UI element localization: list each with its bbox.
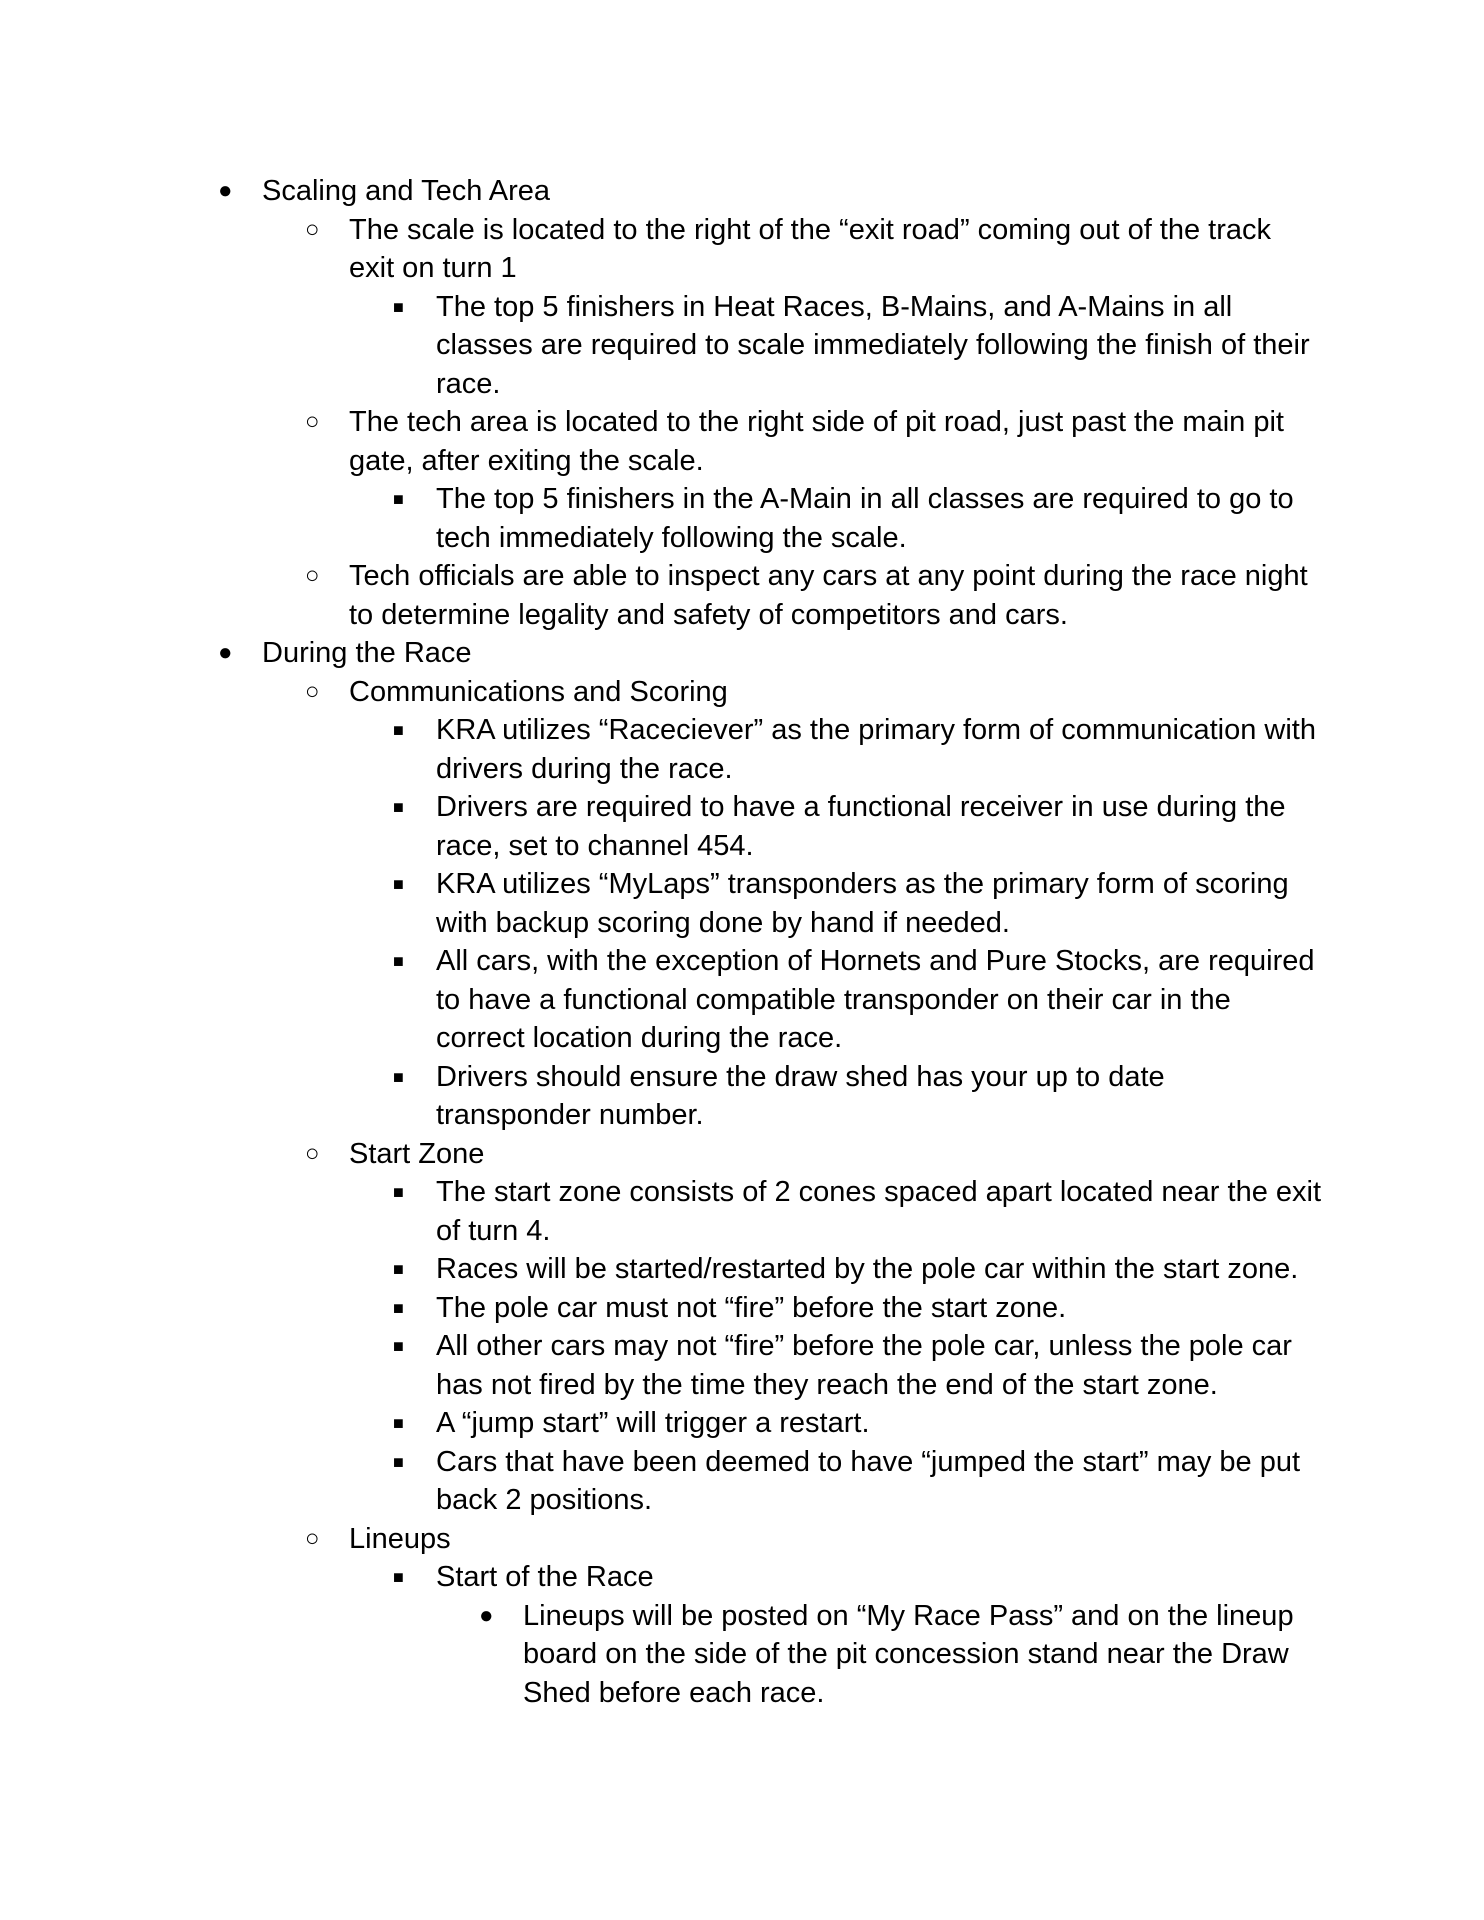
bullet-square: ■ bbox=[393, 1182, 404, 1202]
list-item-text: Drivers are required to have a functional receiver in use during the race, set to channel 454. bbox=[436, 791, 1286, 862]
bullet-hollow-circle: ○ bbox=[305, 677, 320, 705]
list-item bbox=[0, 1058, 1322, 1135]
list-item-start-zone-title bbox=[0, 1135, 1322, 1174]
subsection-heading: Lineups bbox=[349, 1522, 451, 1555]
bullet-square: ■ bbox=[393, 1413, 404, 1433]
bullet-square: ■ bbox=[393, 1451, 404, 1472]
list-item-tech-requirement bbox=[0, 480, 1322, 557]
list-item-text: A “jump start” will trigger a restart. bbox=[436, 1407, 870, 1439]
list-item-tech-location bbox=[0, 403, 1322, 480]
list-item bbox=[0, 788, 1322, 865]
list-item-text: The top 5 finishers in the A-Main in all classes are required to go to tech immediately following the scale. bbox=[436, 483, 1294, 554]
list-item-tech-officials bbox=[0, 557, 1322, 634]
list-item-communications-title bbox=[0, 673, 1322, 712]
list-item-text: Tech officials are able to inspect any cars at any point during the race night to determine legality and safety of competitors and cars. bbox=[349, 560, 1308, 631]
bullet-hollow-circle: ○ bbox=[305, 562, 320, 589]
list-item-text: All other cars may not “fire” before the pole car, unless the pole car has not fired by the time they reach the end of the start zone. bbox=[436, 1330, 1292, 1401]
bullet-hollow-circle: ○ bbox=[305, 215, 320, 243]
list-item bbox=[0, 1173, 1322, 1250]
bullet-square: ■ bbox=[393, 1567, 404, 1587]
list-item-text: KRA utilizes “MyLaps” transponders as the primary form of scoring with backup scoring done by hand if needed. bbox=[436, 868, 1289, 939]
list-item bbox=[0, 1597, 1322, 1713]
bullet-square: ■ bbox=[393, 874, 404, 894]
list-item-text: All cars, with the exception of Hornets and Pure Stocks, are required to have a functional compatible transponder on their car in the correct location during the race. bbox=[436, 945, 1315, 1054]
list-item-text: The tech area is located to the right side of pit road, just past the main pit gate, after exiting the scale. bbox=[349, 406, 1284, 477]
list-item-start-of-race-title bbox=[0, 1558, 1322, 1597]
subsection-heading: Start of the Race bbox=[436, 1561, 654, 1593]
bullet-hollow-circle: ○ bbox=[305, 408, 320, 435]
subsection-heading: Start Zone bbox=[349, 1137, 485, 1170]
list-item bbox=[0, 1250, 1322, 1289]
bullet-filled-circle: ● bbox=[479, 1601, 494, 1629]
list-item-text: The pole car must not “fire” before the start zone. bbox=[436, 1291, 1067, 1324]
list-item-scale-requirement bbox=[0, 288, 1322, 404]
bullet-square: ■ bbox=[393, 1297, 404, 1318]
document-body bbox=[0, 172, 1484, 1712]
list-item bbox=[0, 942, 1322, 1058]
list-item bbox=[0, 865, 1322, 942]
list-item bbox=[0, 1289, 1322, 1328]
bullet-square: ■ bbox=[393, 1066, 404, 1087]
list-item-text: The start zone consists of 2 cones spaced apart located near the exit of turn 4. bbox=[436, 1176, 1322, 1247]
list-item-text: The scale is located to the right of the “exit road” coming out of the track exit on turn 1 bbox=[349, 213, 1272, 284]
list-item bbox=[0, 1443, 1322, 1520]
section-heading: During the Race bbox=[262, 637, 472, 669]
bullet-square: ■ bbox=[393, 951, 404, 971]
list-item-text: Lineups will be posted on “My Race Pass” and on the lineup board on the side of the pit concession stand near the Draw Shed before each race. bbox=[523, 1599, 1294, 1709]
bullet-filled-circle: ● bbox=[218, 639, 233, 666]
list-item-lineups-title bbox=[0, 1520, 1322, 1559]
bullet-square: ■ bbox=[393, 797, 404, 817]
section-heading: Scaling and Tech Area bbox=[262, 175, 551, 207]
list-item-text: KRA utilizes “Raceciever” as the primary form of communication with drivers during the race. bbox=[436, 714, 1316, 785]
list-item-text: Races will be started/restarted by the pole car within the start zone. bbox=[436, 1253, 1299, 1285]
list-item-text: Drivers should ensure the draw shed has your up to date transponder number. bbox=[436, 1060, 1165, 1131]
list-item-text: The top 5 finishers in Heat Races, B-Mains, and A-Mains in all classes are required to scale immediately following the finish of their race. bbox=[436, 290, 1310, 400]
bullet-hollow-circle: ○ bbox=[305, 1524, 320, 1552]
subsection-heading: Communications and Scoring bbox=[349, 675, 728, 708]
list-item-during-race-title bbox=[0, 634, 1322, 673]
bullet-square: ■ bbox=[393, 1259, 404, 1279]
bullet-square: ■ bbox=[393, 720, 404, 740]
bullet-square: ■ bbox=[393, 1336, 404, 1356]
list-item-scale-location bbox=[0, 211, 1322, 288]
bullet-square: ■ bbox=[393, 489, 404, 509]
list-item bbox=[0, 711, 1322, 788]
list-item-text: Cars that have been deemed to have “jumped the start” may be put back 2 positions. bbox=[436, 1445, 1301, 1516]
bullet-square: ■ bbox=[393, 296, 404, 317]
bullet-hollow-circle: ○ bbox=[305, 1139, 320, 1167]
list-item bbox=[0, 1327, 1322, 1404]
list-item-scaling-title bbox=[0, 172, 1322, 211]
bullet-filled-circle: ● bbox=[218, 177, 233, 204]
list-item bbox=[0, 1404, 1322, 1443]
